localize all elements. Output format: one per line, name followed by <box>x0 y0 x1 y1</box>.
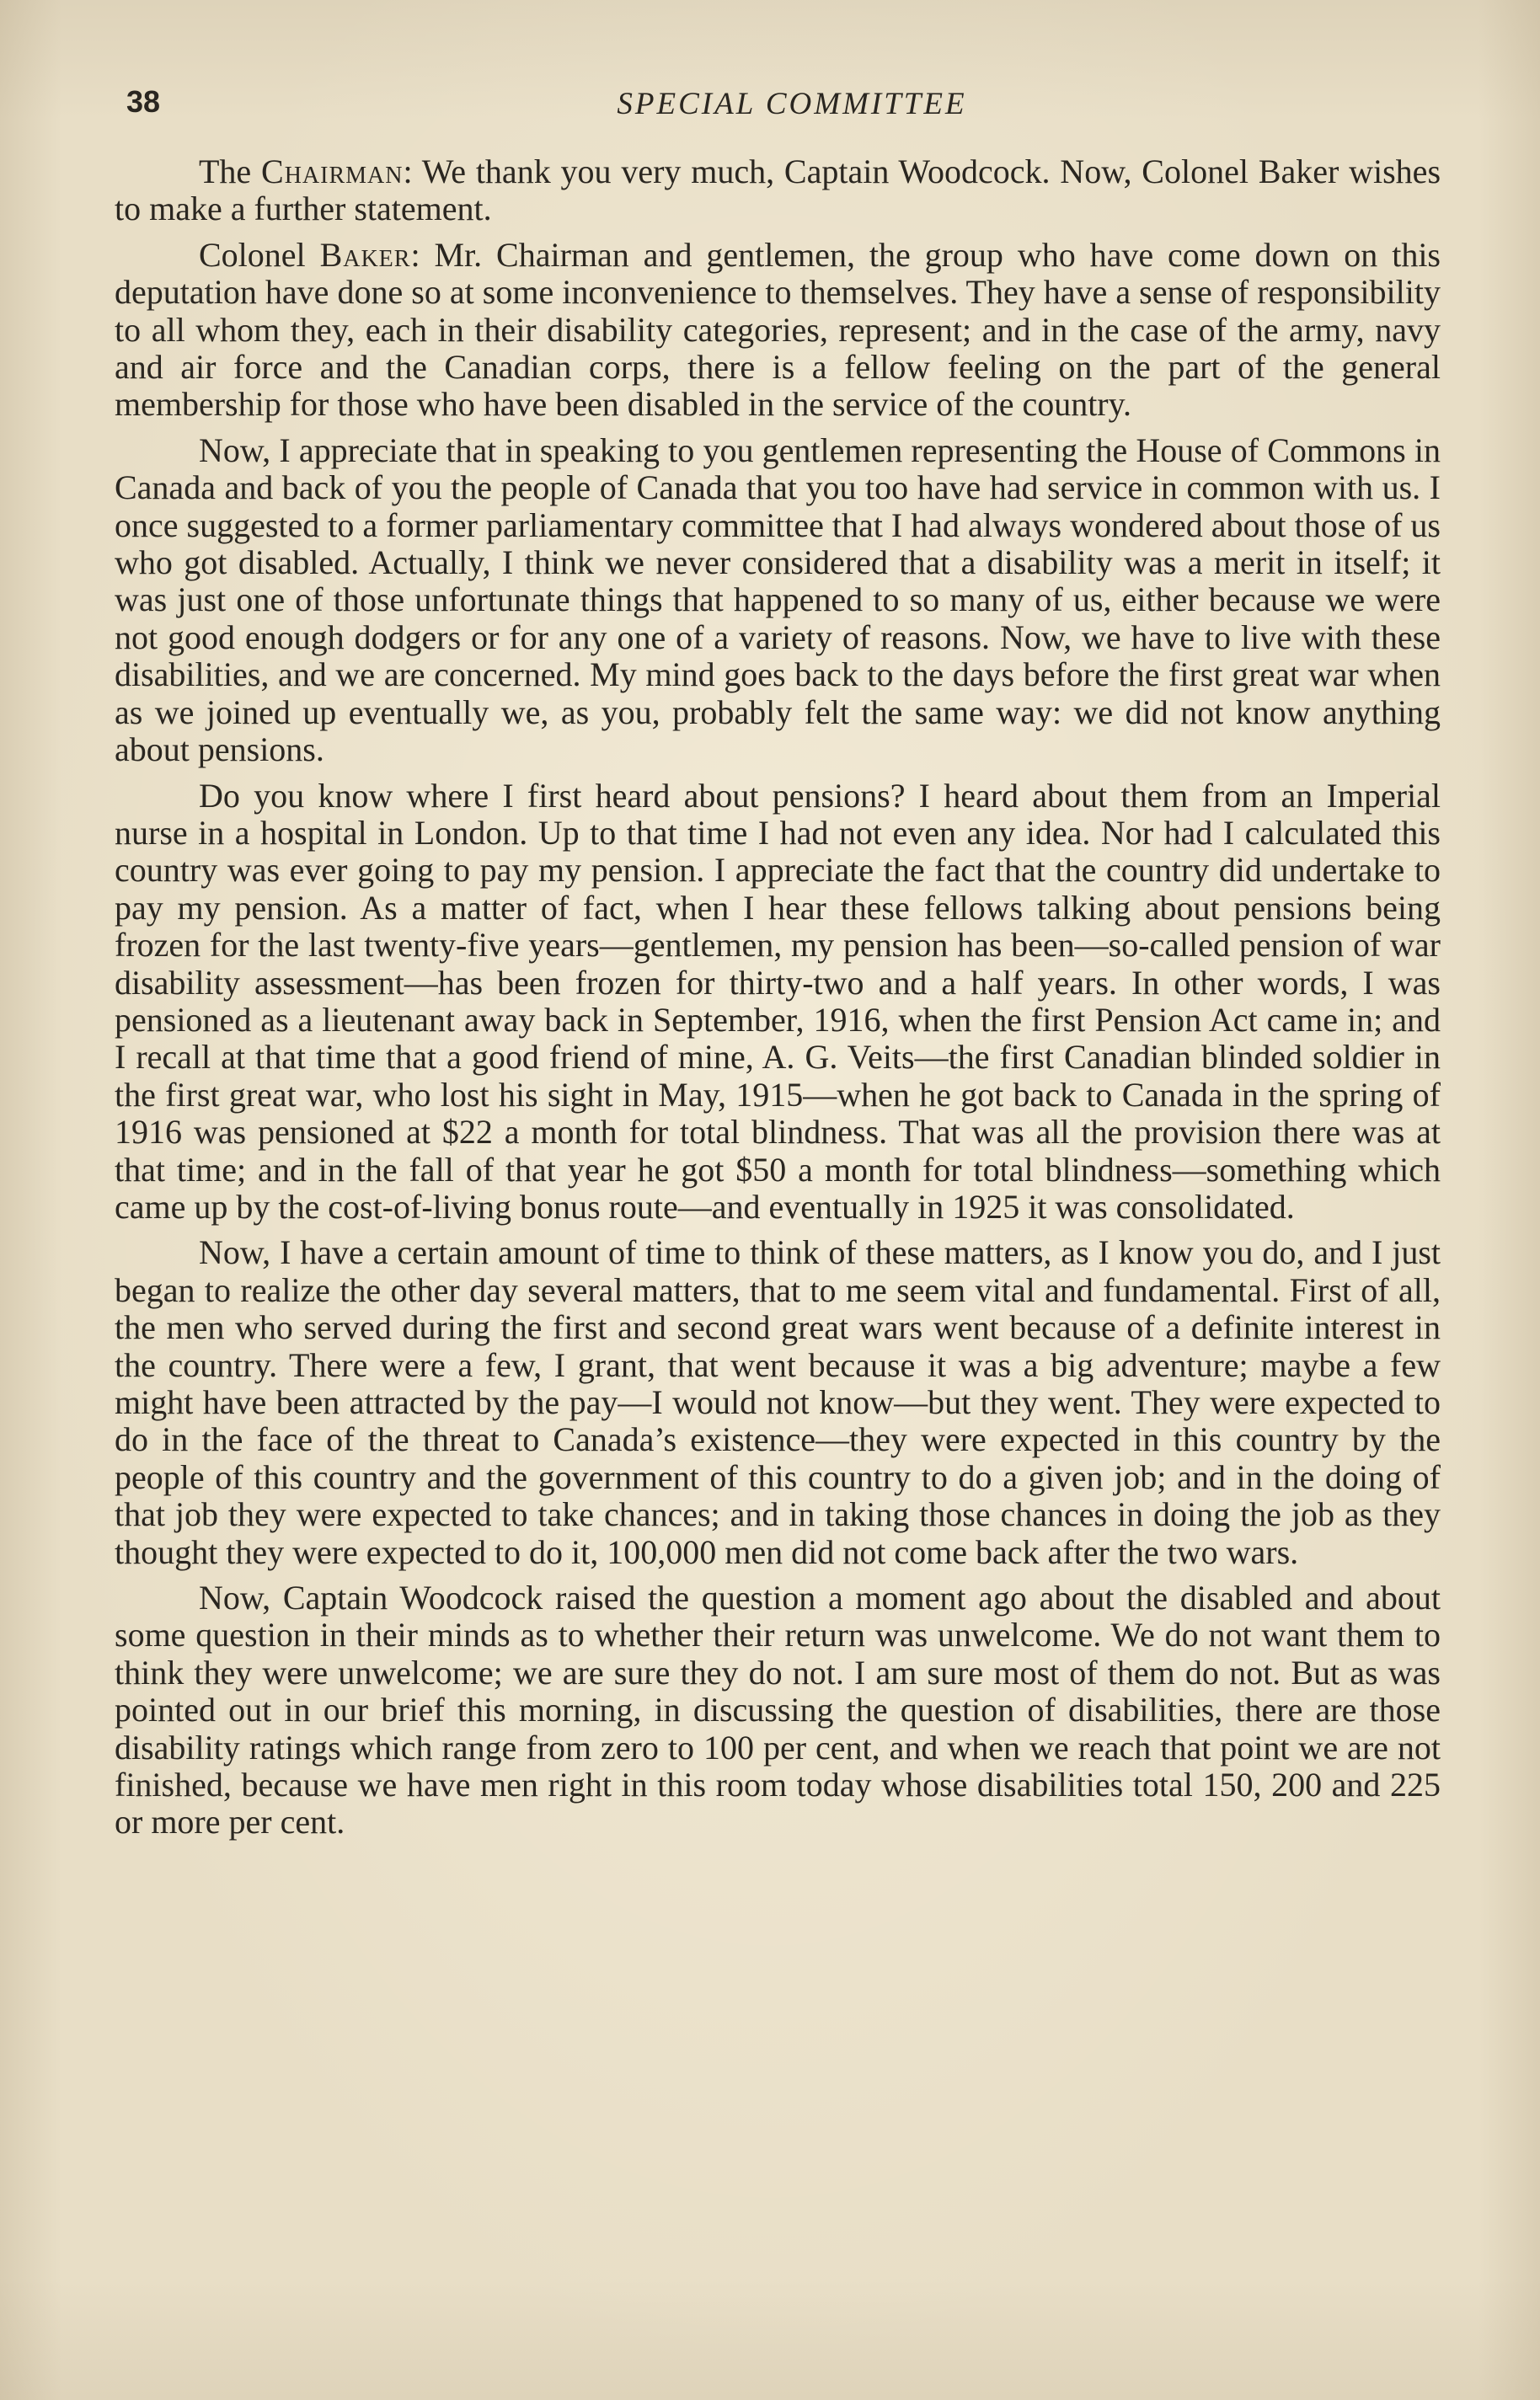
paragraph: Now, Captain Woodcock raised the question a moment ago about the disabled and about some question in their minds as to whether their return was unwelcome. We do not want them to think they were unwelcome; we are sure they do not. I am sure most of them do not. But as was pointed out in our brief this morning, in discussing the question of disabilities, there are those disability ratings which range from zero to 100 per cent, and when we reach that point we are not finished, because we have men right in this room today whose disabilities total 150, 200 and 225 or more per cent. <box>115 1579 1441 1841</box>
paragraph-chairman <box>115 153 1441 228</box>
paragraph-text: : Mr. Chairman and gentlemen, the group who have come down on this deputation have done so at some inconvenience to themselves. They have a sense of responsibility to all whom they, each in their disability categories, represent; and in the case of the army, navy and air force and the Canadian corps, there is a fellow feeling on the part of the general membership for those who have been disabled in the service of the country. <box>115 235 1441 424</box>
speaker-name: Chairman <box>261 152 404 190</box>
page-number: 38 <box>126 84 161 119</box>
paragraph: Now, I appreciate that in speaking to you gentlemen representing the House of Commons in Canada and back of you the people of Canada that you too have had service in common with us. I once suggested to a former parliamentary committee that I had always wondered about those of us who got disabled. Actually, I think we never considered that a disability was a merit in itself; it was just one of those unfortunate things that happened to so many of us, either because we were not good enough dodgers or for any one of a variety of reasons. Now, we have to live with these disabilities, and we are concerned. My mind goes back to the days before the first great war when as we joined up eventually we, as you, probably felt the same way: we did not know anything about pensions. <box>115 430 1441 769</box>
speaker-prefix: Colonel <box>199 235 320 274</box>
speaker-name: Baker <box>319 235 411 274</box>
paragraph: Do you know where I first heard about pensions? I heard about them from an Imperial nurse in a hospital in London. Up to that time I had not even any idea. Nor had I calculated this country was ever going to pay my pension. I appreciate the fact that the country did undertake to pay my pension. As a matter of fact, when I hear these fellows talking about pensions being frozen for the last twenty-five years—gentlemen, my pension has been—so-called pension of war disability assessment—has been frozen for thirty-two and a half years. In other words, I was pensioned as a lieutenant away back in September, 1916, when the first Pension Act came in; and I recall at that time that a good friend of mine, A. G. Veits—the first Canadian blinded soldier in the first great war, who lost his sight in May, 1915—when he got back to Canada in the spring of 1916 was pensioned at $22 a month for total blindness. That was all the provision there was at that time; and in the fall of that year he got $50 a month for total blindness—something which came up by the cost-of-living bonus route—and eventually in 1925 it was consolidated. <box>115 776 1441 1226</box>
body-text <box>115 153 1441 1850</box>
page-header <box>126 84 1457 135</box>
speaker-prefix: The <box>199 152 262 190</box>
paragraph: Now, I have a certain amount of time to think of these matters, as I know you do, and I just began to realize the other day several matters, that to me seem vital and fundamental. First of all, the men who served during the first and second great wars went because of a definite interest in the country. There were a few, I grant, that went because it was a big adventure; maybe a few might have been attracted by the pay—I would not know—but they went. They were expected to do in the face of the threat to Canada’s existence—they were expected in this country by the people of this country and the government of this country to do a given job; and in the doing of that job they were expected to take chances; and in taking those chances in doing the job as they thought they were expected to do it, 100,000 men did not come back after the two wars. <box>115 1233 1441 1571</box>
running-head: SPECIAL COMMITTEE <box>617 87 967 121</box>
paragraph-text: : We thank you very much, Captain Woodcock. Now, Colonel Baker wishes to make a further statement. <box>115 152 1441 228</box>
paragraph-colonel-baker <box>115 237 1441 424</box>
